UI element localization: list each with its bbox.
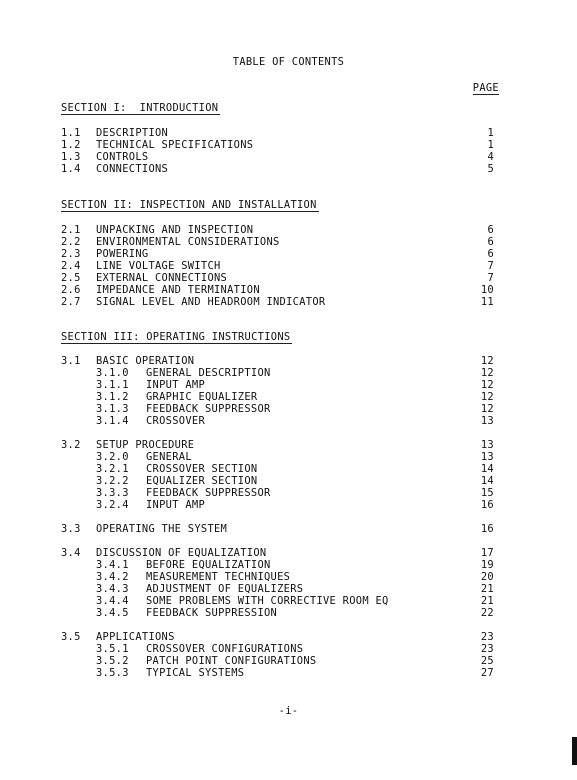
toc-entry-title: ENVIRONMENTAL CONSIDERATIONS xyxy=(96,236,280,248)
section-heading-3: SECTION III: OPERATING INSTRUCTIONS xyxy=(61,331,291,343)
page-number-footer: -i- xyxy=(278,705,299,717)
toc-entry-page: 10 xyxy=(480,284,494,296)
toc-entry-number: 1.4 xyxy=(61,163,81,175)
toc-entry-number: 2.4 xyxy=(61,260,81,272)
toc-entry-page: 5 xyxy=(487,163,494,175)
toc-entry-title: OPERATING THE SYSTEM xyxy=(96,523,228,535)
toc-subentry-title: GRAPHIC EQUALIZER xyxy=(146,391,258,403)
toc-entry-page: 21 xyxy=(480,583,494,595)
toc-entry-title: SETUP PROCEDURE xyxy=(96,439,195,451)
toc-entry-page: 6 xyxy=(487,224,494,236)
toc-entry-number: 2.1 xyxy=(61,224,81,236)
toc-entry-number: 1.2 xyxy=(61,139,81,151)
toc-entry-title: APPLICATIONS xyxy=(96,631,175,643)
toc-entry-title: LINE VOLTAGE SWITCH xyxy=(96,260,221,272)
toc-entry-title: CONNECTIONS xyxy=(96,163,169,175)
toc-entry-number: 3.5 xyxy=(61,631,81,643)
toc-subentry-title: PATCH POINT CONFIGURATIONS xyxy=(146,655,317,667)
toc-subentry-title: CROSSOVER xyxy=(146,415,206,427)
toc-entry-title: IMPEDANCE AND TERMINATION xyxy=(96,284,260,296)
toc-subentry-title: EQUALIZER SECTION xyxy=(146,475,258,487)
toc-entry-page: 21 xyxy=(480,595,494,607)
toc-subentry-title: CROSSOVER SECTION xyxy=(146,463,258,475)
toc-subentry-title: MEASUREMENT TECHNIQUES xyxy=(146,571,291,583)
toc-entry-page: 13 xyxy=(480,439,494,451)
toc-entry-page: 12 xyxy=(480,379,494,391)
toc-subentry-title: ADJUSTMENT OF EQUALIZERS xyxy=(146,583,304,595)
toc-entry-number: 1.1 xyxy=(61,127,81,139)
toc-subentry-title: GENERAL xyxy=(146,451,192,463)
toc-subentry-number: 3.1.0 xyxy=(96,367,129,379)
toc-entry-page: 6 xyxy=(487,236,494,248)
toc-subentry-title: BEFORE EQUALIZATION xyxy=(146,559,271,571)
toc-subentry-number: 3.1.1 xyxy=(96,379,129,391)
toc-entry-page: 23 xyxy=(480,631,494,643)
toc-entry-page: 16 xyxy=(480,523,494,535)
toc-subentry-number: 3.3.3 xyxy=(96,487,129,499)
section-heading-1: SECTION I: INTRODUCTION xyxy=(61,102,219,114)
toc-entry-page: 14 xyxy=(480,463,494,475)
toc-entry-page: 23 xyxy=(480,643,494,655)
toc-subentry-number: 3.1.2 xyxy=(96,391,129,403)
toc-entry-page: 27 xyxy=(480,667,494,679)
toc-entry-page: 14 xyxy=(480,475,494,487)
toc-entry-number: 2.7 xyxy=(61,296,81,308)
section-heading-2: SECTION II: INSPECTION AND INSTALLATION xyxy=(61,199,317,211)
toc-subentry-number: 3.2.4 xyxy=(96,499,129,511)
toc-entry-number: 3.3 xyxy=(61,523,81,535)
toc-entry-page: 22 xyxy=(480,607,494,619)
toc-entry-number: 2.5 xyxy=(61,272,81,284)
page-column-label: PAGE xyxy=(472,82,499,94)
toc-subentry-number: 3.5.2 xyxy=(96,655,129,667)
toc-subentry-title: GENERAL DESCRIPTION xyxy=(146,367,271,379)
toc-entry-page: 13 xyxy=(480,415,494,427)
toc-entry-title: BASIC OPERATION xyxy=(96,355,195,367)
toc-subentry-number: 3.4.1 xyxy=(96,559,129,571)
scan-edge-mark xyxy=(572,737,577,765)
toc-entry-number: 2.6 xyxy=(61,284,81,296)
toc-subentry-number: 3.4.2 xyxy=(96,571,129,583)
toc-subentry-number: 3.4.3 xyxy=(96,583,129,595)
toc-subentry-title: TYPICAL SYSTEMS xyxy=(146,667,245,679)
toc-entry-title: TECHNICAL SPECIFICATIONS xyxy=(96,139,254,151)
toc-subentry-number: 3.2.0 xyxy=(96,451,129,463)
toc-entry-number: 3.1 xyxy=(61,355,81,367)
toc-entry-page: 6 xyxy=(487,248,494,260)
toc-entry-number: 3.4 xyxy=(61,547,81,559)
toc-entry-page: 12 xyxy=(480,367,494,379)
toc-entry-title: DESCRIPTION xyxy=(96,127,169,139)
toc-entry-page: 19 xyxy=(480,559,494,571)
toc-subentry-title: FEEDBACK SUPPRESSION xyxy=(146,607,278,619)
toc-entry-page: 16 xyxy=(480,499,494,511)
toc-entry-page: 11 xyxy=(480,296,494,308)
toc-subentry-title: FEEDBACK SUPPRESSOR xyxy=(146,403,271,415)
toc-subentry-number: 3.1.3 xyxy=(96,403,129,415)
toc-entry-page: 1 xyxy=(487,139,494,151)
toc-entry-page: 13 xyxy=(480,451,494,463)
toc-subentry-title: FEEDBACK SUPPRESSOR xyxy=(146,487,271,499)
toc-subentry-title: INPUT AMP xyxy=(146,379,206,391)
toc-entry-page: 15 xyxy=(480,487,494,499)
toc-entry-page: 12 xyxy=(480,391,494,403)
toc-subentry-number: 3.4.4 xyxy=(96,595,129,607)
toc-subentry-title: CROSSOVER CONFIGURATIONS xyxy=(146,643,304,655)
toc-entry-title: UNPACKING AND INSPECTION xyxy=(96,224,254,236)
toc-entry-page: 20 xyxy=(480,571,494,583)
toc-entry-number: 3.2 xyxy=(61,439,81,451)
toc-subentry-number: 3.2.2 xyxy=(96,475,129,487)
toc-entry-title: DISCUSSION OF EQUALIZATION xyxy=(96,547,267,559)
toc-entry-page: 1 xyxy=(487,127,494,139)
toc-entry-title: POWERING xyxy=(96,248,149,260)
toc-subentry-title: SOME PROBLEMS WITH CORRECTIVE ROOM EQ xyxy=(146,595,389,607)
toc-title: TABLE OF CONTENTS xyxy=(232,56,345,68)
toc-entry-page: 25 xyxy=(480,655,494,667)
toc-subentry-number: 3.1.4 xyxy=(96,415,129,427)
toc-entry-title: CONTROLS xyxy=(96,151,149,163)
toc-subentry-title: INPUT AMP xyxy=(146,499,206,511)
toc-entry-number: 1.3 xyxy=(61,151,81,163)
toc-entry-page: 12 xyxy=(480,355,494,367)
toc-subentry-number: 3.2.1 xyxy=(96,463,129,475)
toc-subentry-number: 3.4.5 xyxy=(96,607,129,619)
toc-entry-title: EXTERNAL CONNECTIONS xyxy=(96,272,228,284)
toc-entry-number: 2.3 xyxy=(61,248,81,260)
toc-entry-page: 7 xyxy=(487,272,494,284)
toc-entry-title: SIGNAL LEVEL AND HEADROOM INDICATOR xyxy=(96,296,326,308)
toc-subentry-number: 3.5.3 xyxy=(96,667,129,679)
toc-entry-page: 7 xyxy=(487,260,494,272)
toc-entry-page: 4 xyxy=(487,151,494,163)
toc-entry-page: 12 xyxy=(480,403,494,415)
toc-entry-number: 2.2 xyxy=(61,236,81,248)
toc-subentry-number: 3.5.1 xyxy=(96,643,129,655)
toc-entry-page: 17 xyxy=(480,547,494,559)
